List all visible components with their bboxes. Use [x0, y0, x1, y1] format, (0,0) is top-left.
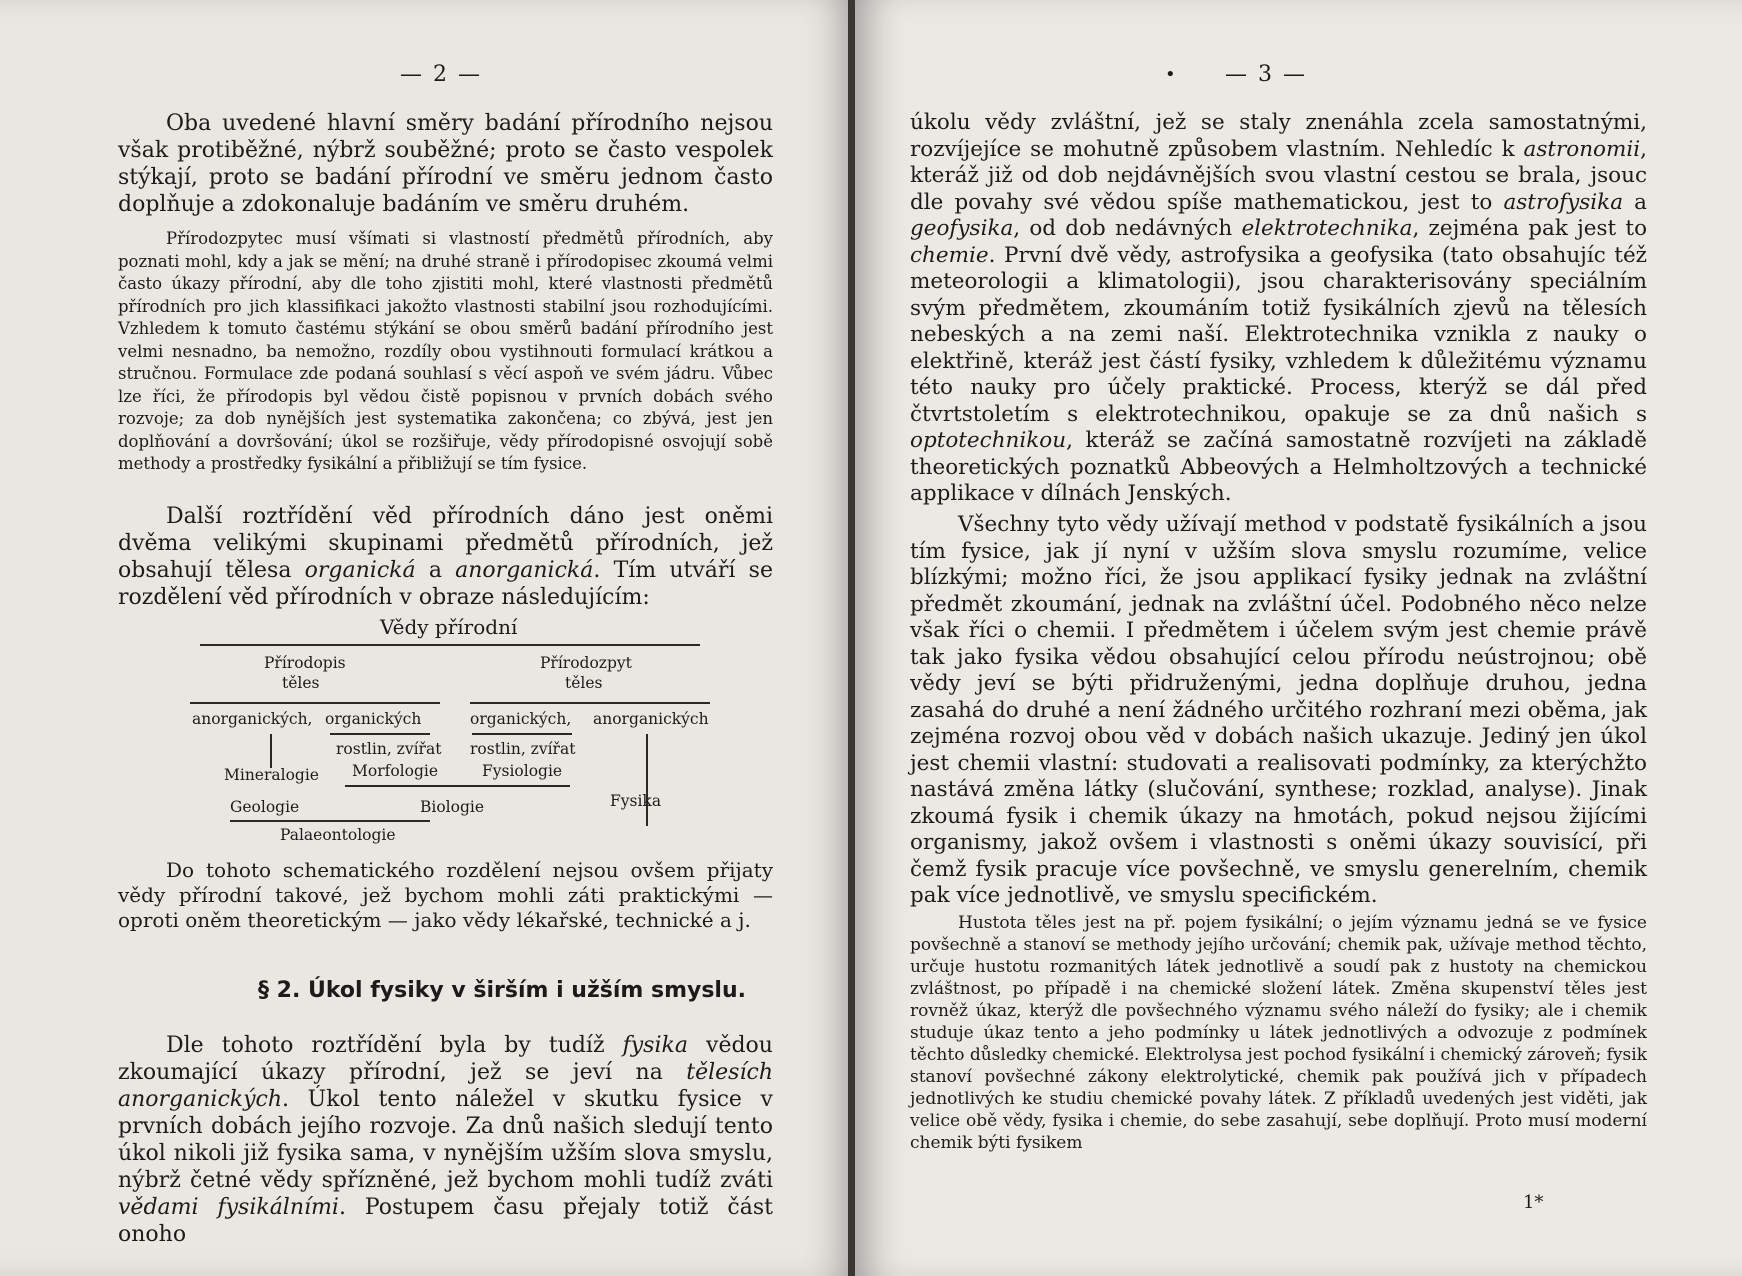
diagram-prirodopis: Přírodopis — [264, 654, 346, 672]
diagram-prirodozpyt: Přírodozpyt — [540, 654, 632, 672]
right-page — [855, 0, 1742, 1276]
left-paragraph-1: Oba uvedené hlavní směry badání přírodního nejsou však protiběžné, nýbrž souběžné; proto se často vespolek stýkají, proto se badání přírodní ve směru jednom často doplňuje a zdokonaluje badáním ve směru druhém. — [118, 111, 773, 217]
diagram-teles-1: těles — [282, 674, 320, 692]
page-number-left: — 2 — — [400, 62, 482, 87]
diagram-rostlin-zvirat-2: rostlin, zvířat — [470, 740, 576, 758]
diagram-fysiologie: Fysiologie — [482, 762, 563, 780]
section-heading: § 2. Úkol fysiky v širším i užším smyslu. — [258, 978, 746, 1003]
diagram-root: Vědy přírodní — [380, 615, 518, 639]
diagram-line — [646, 734, 648, 826]
diagram-organickych-1: organických — [325, 710, 422, 728]
diagram-organickych-2: organických, — [470, 710, 572, 728]
diagram-anorganickych-1: anorganických, — [192, 710, 313, 728]
page-number-right: — 3 — — [1225, 62, 1307, 87]
right-paragraph-1: úkolu vědy zvláštní, jež se staly znenáhla zcela samostatnými, rozvíjejíce se mohutně způsobem vlastním. Nehledíc k astronomii, kteráž již od dob nejdávnějších svou vlastní cestou se brala, jsouc dle povahy své vědou spíše mathematickou, jest to astrofysika a geofysika, od dob nedávných elektrotechnika, zejména pak jest to chemie. První dvě vědy, astrofysika a geofysika (tato obsahujíc též meteorologii a klimatologii), jsou charakterisovány speciálním svým předmětem, zkoumáním totiž fysikálních zjevů na tělesích nebeských a na zemi naší. Elektrotechnika vznikla z nauky o elektřině, kteráž jest částí fysiky, vzhledem k důležitému významu této nauky pro účely praktické. Process, kterýž se dál před čtvrtstoletím s elektrotechnikou, opakuje se za dnů našich s optotechnikou, kteráž se začíná samostatně rozvíjeti na základě theoretických poznatků Abbeových a Helmholtzových a technické applikace v dílnách Jenských. — [910, 110, 1648, 506]
diagram-rostlin-zvirat-1: rostlin, zvířat — [336, 740, 442, 758]
left-paragraph-4: Do tohoto schematického rozdělení nejsou ovšem přijaty vědy přírodní takové, jež bychom mohli záti praktickými — oproti oněm theoretickým — jako vědy lékařské, technické a j. — [118, 858, 773, 932]
diagram-fysika: Fysika — [610, 792, 662, 810]
diagram-line — [472, 733, 572, 735]
diagram-line — [330, 733, 430, 735]
signature-mark: 1* — [1523, 1192, 1544, 1213]
diagram-line — [190, 702, 440, 704]
diagram-line — [270, 734, 272, 768]
diagram-line — [470, 702, 710, 704]
left-paragraph-3: Další roztřídění věd přírodních dáno jest oněmi dvěma velikými skupinami předmětů přírodních, jež obsahují tělesa organická a anorganická. Tím utváří se rozdělení věd přírodních v obraze následujícím: — [118, 504, 773, 610]
diagram-line — [230, 820, 430, 822]
left-page — [0, 0, 855, 1276]
diagram-palaeontologie: Palaeontologie — [280, 826, 396, 844]
diagram-teles-2: těles — [565, 674, 603, 692]
left-paragraph-5: Dle tohoto roztřídění byla by tudíž fysika vědou zkoumající úkazy přírodní, jež se jeví na tělesích anorganických. Úkol tento náležel v skutku fysice v prvních dobách jejího rozvoje. Za dnů našich sledují tento úkol nikoli již fysika sama, v nynějším užším slova smyslu, nýbrž četné vědy spřízněné, jež bychom mohli tudíž zváti vědami fysikálními. Postupem času přejaly totiž část onoho — [118, 1033, 773, 1247]
page-mark: • — [1165, 64, 1176, 85]
diagram-geologie: Geologie — [230, 798, 300, 816]
right-paragraph-2: Všechny tyto vědy užívají method v podstatě fysikálních a jsou tím fysice, jak jí nyní v užším slova smyslu rozumíme, velice blízkými; možno říci, že jsou applikací fysiky jednak na zvláštní předmět zkoumání, jednak na zvláštní účel. Podobného něco nelze však říci o chemii. I předmětem i účelem svým jest chemie právě tak jako fysika vědou obsahující celou přírodu neústrojnou; obě vědy jeví se býti přidruženými, jedna doplňuje druhou, jedna zasahá do druhé a není žádného určitého rozhraní mezi oběma, jak zejména rozvoj obou věd v dobách našich ukazuje. Jediný jen úkol jest chemii vlastní: studovati a realisovati podmínky, za kterýchžto nastává změna látky (slučování, synthese; rozklad, analyse). Jinak zkoumá fysik i chemik úkazy na hmotách, pokud nejsou žijícími organismy, jakož ovšem i vlastnosti s oněmi úkazy souvisící, při čemž fysik pracuje více povšechně, ve smyslu generelním, chemik pak více jednotlivě, ve smyslu specifickém. — [910, 512, 1647, 908]
diagram-morfologie: Morfologie — [352, 762, 439, 780]
diagram-biologie: Biologie — [420, 798, 485, 816]
diagram-line — [200, 644, 700, 646]
right-paragraph-3: Hustota těles jest na př. pojem fysikální; o jejím významu jedná se ve fysice povšechně a stanoví se methody jejího určování; chemik pak, užívaje method těchto, určuje hustotu rozmanitých látek jednotlivě a soudí pak z hustoty na chemickou zvláštnost, po případě i na chemické složení látek. Změna skupenství těles jest rovněž úkaz, kterýž dle povšechného významu svého náleží do fysiky; ale i chemik studuje úkaz tento a jeho podmínky u látek jednotlivých a odvozuje z podmínek těchto důsledky chemické. Elektrolysa jest pochod fysikální i chemický zároveň; fysik stanoví povšechné zákony elektrolytické, chemik pak používá jich v případech jednotlivých ke studiu chemické povahy látek. Z příkladů uvedených jest viděti, jak velice obě vědy, fysika i chemie, do sebe zasahují, sebe doplňují. Proto musí moderní chemik býti fysikem — [910, 913, 1647, 1153]
diagram-anorganickych-2: anorganických — [593, 710, 709, 728]
classification-diagram — [180, 612, 720, 852]
diagram-mineralogie: Mineralogie — [224, 766, 319, 784]
left-paragraph-2: Přírodozpytec musí všímati si vlastností předmětů přírodních, aby poznati mohl, kdy a jak se mění; na druhé straně i přírodopisec zkoumá velmi často úkazy přírodní, aby dle toho zjistiti mohl, které vlastnosti předmětů přírodních pro jich klassifikaci jakožto vlastnosti stabilní jsou rozhodujícími. Vzhledem k tomuto častému stýkání se obou směrů badání přírodního jest velmi nesnadno, ba nemožno, rozdíly obou vystihnouti formulací krátkou a stručnou. Formulace zde podaná souhlasí s věcí aspoň ve svém jádru. Vůbec lze říci, že přírodopis byl vědou čistě popisnou v prvních dobách svého rozvoje; za dob nynějších jest systematika zakončena; co zbývá, jest jen doplňování a dovršování; úkol se rozšiřuje, vědy přírodopisné osvojují sobě methody a prostředky fysikální a přibližují se tím fysice. — [118, 229, 773, 473]
diagram-line — [345, 785, 570, 787]
